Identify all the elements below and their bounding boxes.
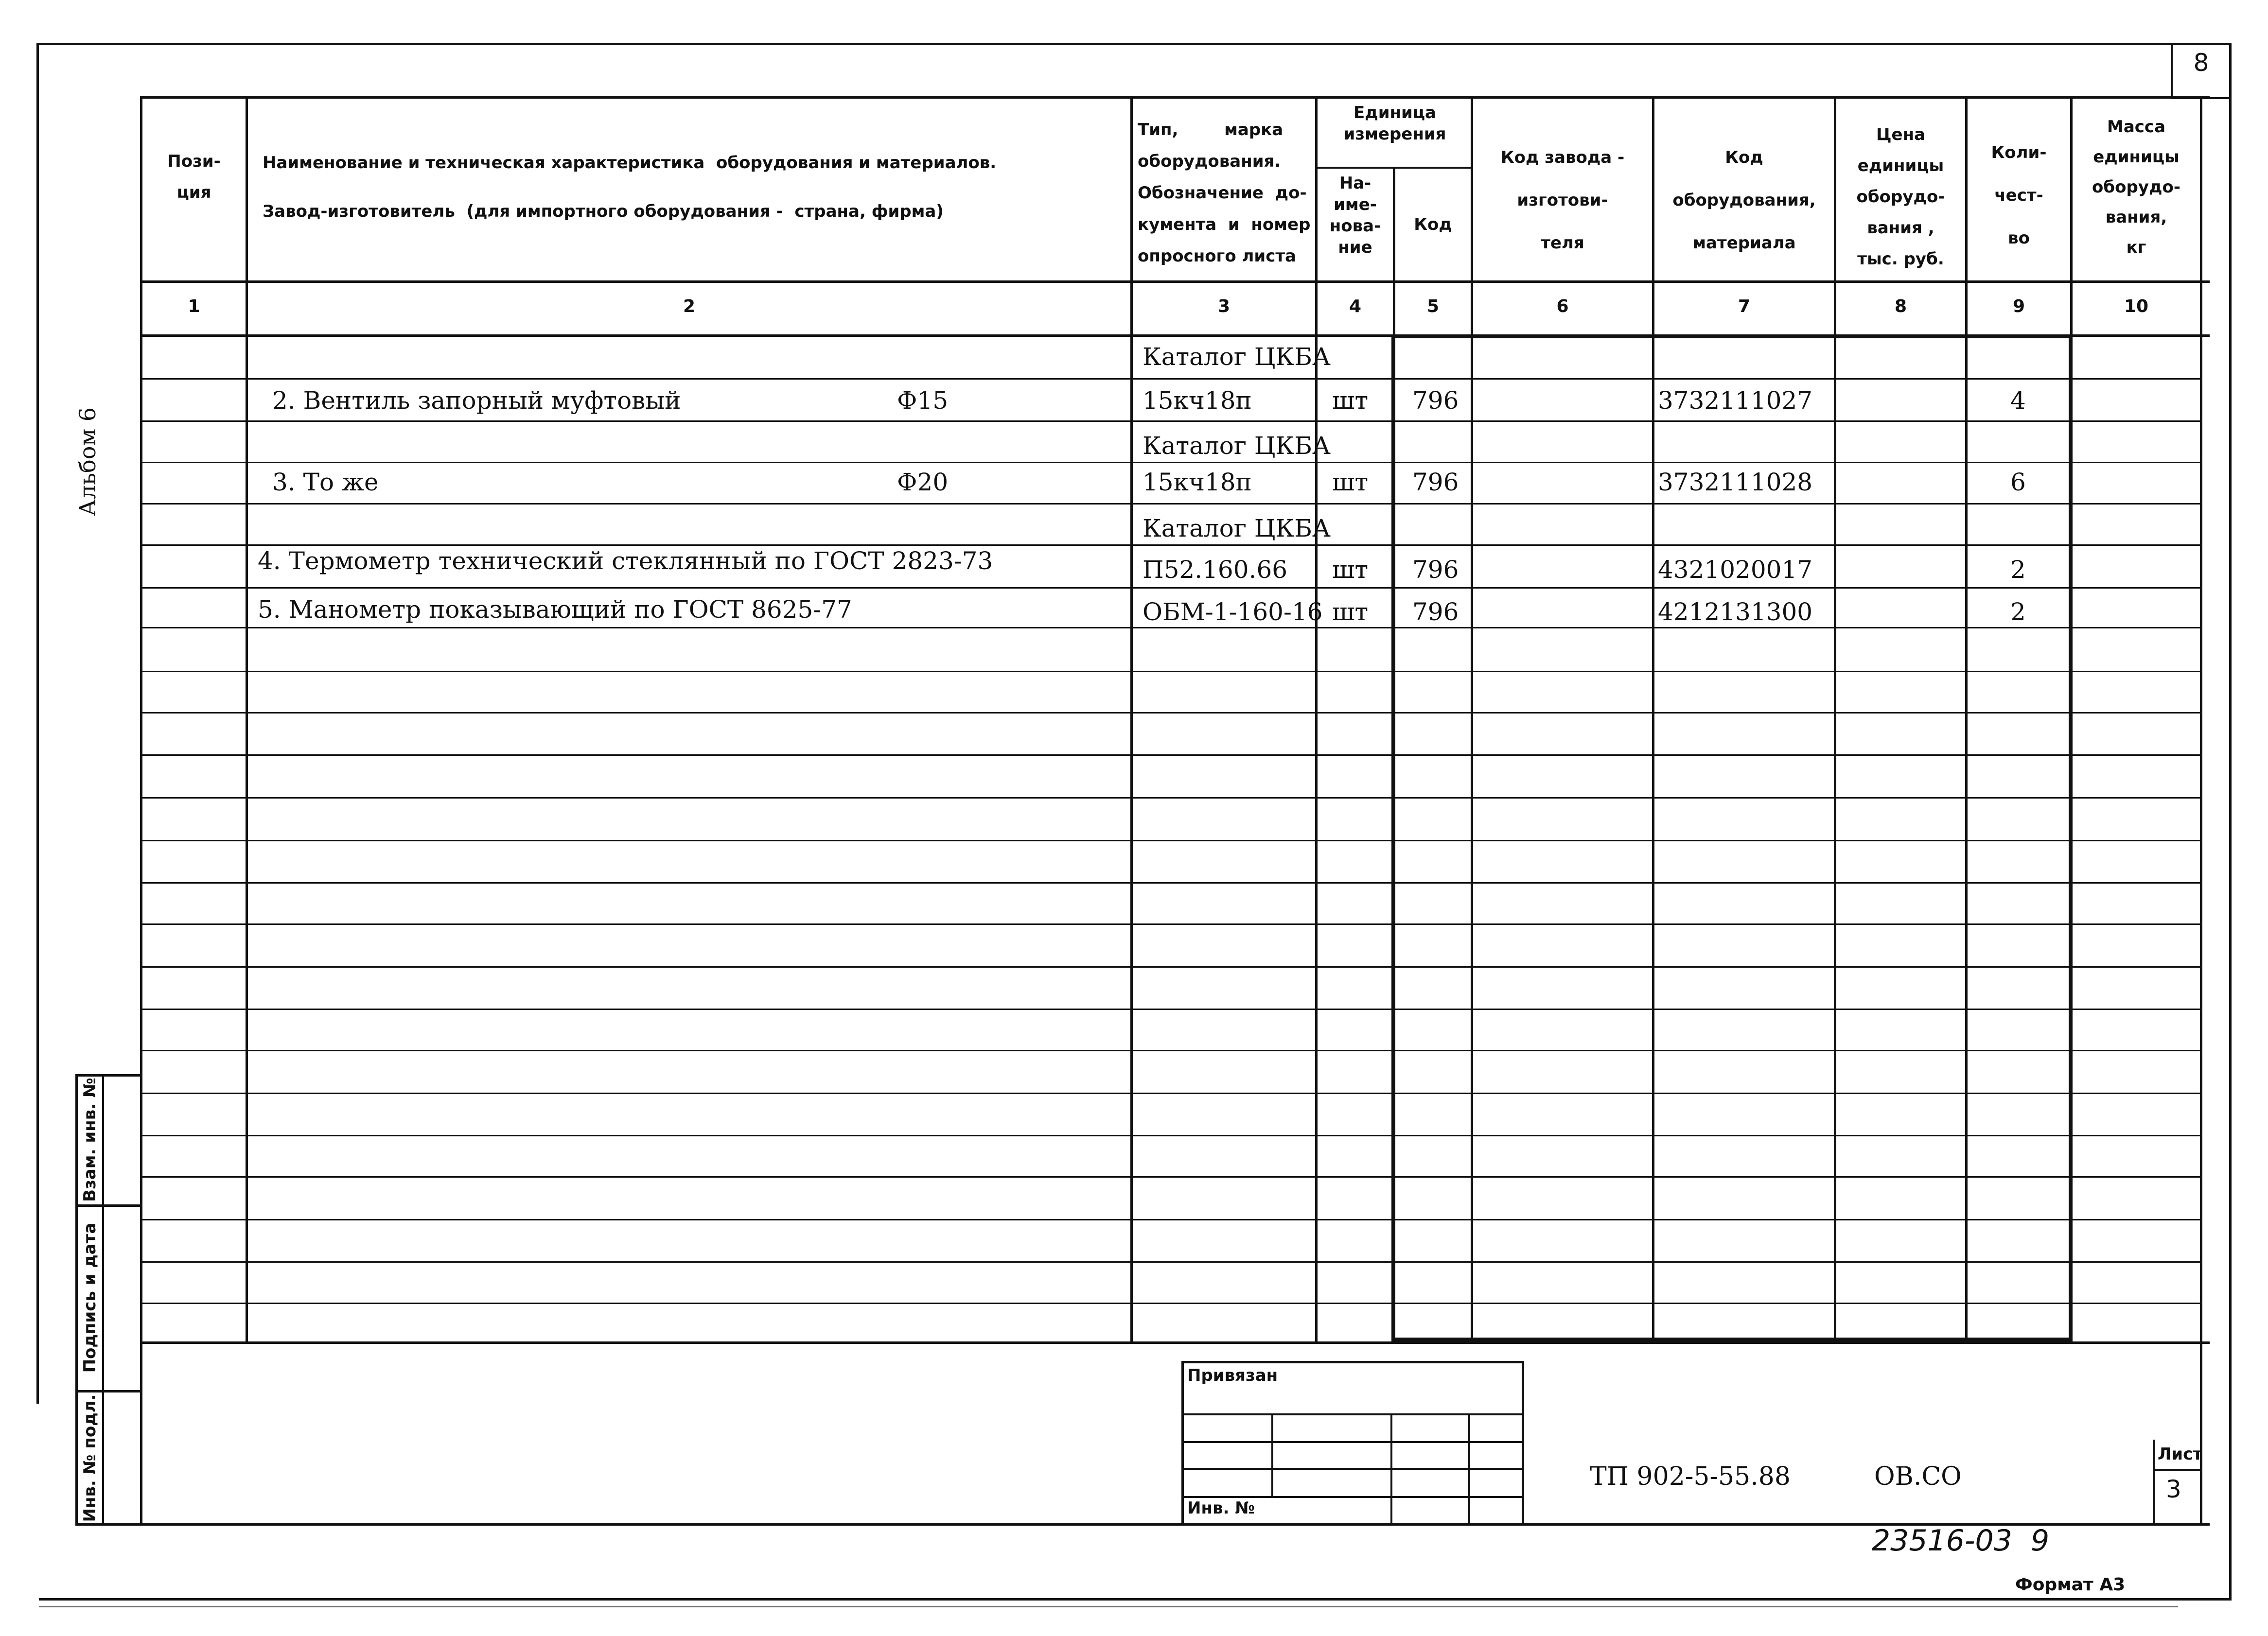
col-line-8 — [1965, 96, 1968, 1344]
table-row-line — [141, 378, 2202, 380]
margin-inv-podl-label: Инв. № подл. — [80, 1394, 100, 1522]
col-line-5 — [1471, 96, 1473, 1344]
table-row-line — [141, 462, 2202, 463]
table-row-line — [141, 840, 2202, 841]
table-row-line — [141, 923, 2202, 925]
outer-frame-right — [2229, 43, 2232, 1601]
table-row-line — [141, 544, 2202, 546]
row-6-type: ОБМ-1-160-16 — [1143, 598, 1323, 626]
row-6-unit: шт — [1332, 598, 1369, 626]
row-6-name: 5. Манометр показывающий по ГОСТ 8625-77 — [258, 595, 852, 624]
header-maker-code: Код завода - изготови- теля — [1500, 148, 1625, 253]
heavy-box-top — [1391, 334, 2072, 338]
table-row-line — [141, 587, 2202, 589]
header-mass: Масса единицы оборудо- вания, кг — [2092, 117, 2180, 257]
stamp-col-2 — [1390, 1413, 1392, 1524]
row-1-name: 2. Вентиль запорный муфтовый — [272, 386, 681, 415]
row-1-unit: шт — [1332, 386, 1369, 415]
margin-box-mid — [102, 1074, 104, 1525]
row-1-code: 3732111027 — [1658, 386, 1813, 415]
table-row-line — [141, 1261, 2202, 1263]
col-line-1 — [246, 96, 248, 1344]
table-top-line — [141, 96, 2210, 99]
outer-frame-top — [36, 43, 2232, 45]
colnum-2: 2 — [683, 296, 696, 316]
table-row-line — [141, 754, 2202, 756]
stamp-line-1 — [1181, 1413, 1524, 1415]
row-3-unit: шт — [1332, 468, 1369, 496]
margin-box-left — [75, 1074, 78, 1525]
lsheet-box-left — [2153, 1440, 2155, 1525]
colnum-3: 3 — [1217, 296, 1231, 316]
row-1-type: 15кч18п — [1143, 386, 1252, 415]
row-5-unit: шт — [1332, 556, 1369, 584]
row-6-unit-code: 796 — [1412, 598, 1459, 626]
table-row-line — [141, 503, 2202, 505]
col-line-3 — [1315, 96, 1318, 1344]
table-row-line — [141, 420, 2202, 422]
colnum-6: 6 — [1556, 296, 1569, 316]
stamp-col-1 — [1271, 1413, 1273, 1497]
row-3-unit-code: 796 — [1412, 468, 1459, 496]
header-type: Тип, марка оборудования. Обозначение до- кумента и номер опросного листа — [1138, 120, 1311, 266]
colnum-5: 5 — [1426, 296, 1440, 316]
stamp-line-2 — [1181, 1441, 1524, 1443]
row-1-unit-code: 796 — [1412, 386, 1459, 415]
stamp-line-4 — [1181, 1496, 1524, 1498]
stamp-inv-no: Инв. № — [1187, 1498, 1255, 1518]
album-label: Альбом 6 — [74, 407, 101, 517]
header-position: Пози- ция — [167, 152, 221, 202]
table-row-line — [141, 1050, 2202, 1051]
margin-vzam-label: Взам. инв. № — [80, 1078, 100, 1202]
header-unit-name: На- име- нова- ние — [1329, 174, 1381, 257]
row-1-qty: 4 — [2010, 386, 2026, 415]
sheet-value: 3 — [2166, 1475, 2181, 1503]
margin-box-top — [75, 1074, 142, 1077]
row-5-qty: 2 — [2010, 556, 2026, 584]
margin-split-2 — [75, 1390, 142, 1392]
table-row-line — [141, 882, 2202, 884]
heavy-box-left — [1391, 334, 1395, 1340]
row-5-unit-code: 796 — [1412, 556, 1459, 584]
row-6-qty: 2 — [2010, 598, 2026, 626]
col-line-2 — [1130, 96, 1133, 1344]
colnum-10: 10 — [2124, 296, 2149, 316]
format-label: Формат А3 — [2015, 1575, 2126, 1595]
outer-frame-bottom — [39, 1598, 2232, 1601]
bottom-trim-line — [39, 1606, 2178, 1607]
header-name: Наименование и техническая характеристика оборудования и материалов. Завод-изготовитель (для импортного оборудования - страна, фирма) — [263, 153, 997, 221]
row-2-type: Каталог ЦКБА — [1143, 432, 1331, 460]
table-row-line — [141, 1219, 2202, 1220]
row-3-name: 3. То же — [272, 468, 379, 496]
heavy-box-right — [2069, 334, 2073, 1340]
colnum-4: 4 — [1349, 296, 1362, 316]
stamp-privyazan: Привязан — [1187, 1366, 1278, 1385]
stamp-col-3 — [1468, 1413, 1470, 1524]
table-row-line — [141, 797, 2202, 799]
sheet-label: Лист — [2158, 1445, 2202, 1464]
outer-frame-left — [36, 43, 39, 1404]
heavy-box-bottom — [1391, 1338, 2072, 1341]
header-unit-code: Код — [1414, 215, 1452, 234]
stamp-top — [1181, 1361, 1524, 1363]
handwritten-number: 23516-03 9 — [1872, 1524, 2050, 1558]
table-row-line — [141, 1093, 2202, 1094]
table-body-bottom-line — [141, 1341, 2210, 1344]
table-row-line — [141, 671, 2202, 672]
sheet-number-top: 8 — [2193, 49, 2209, 77]
row-3-qty: 6 — [2010, 468, 2026, 496]
table-row-line — [141, 966, 2202, 968]
colnum-9: 9 — [2012, 296, 2025, 316]
document-mark: ОВ.СО — [1874, 1462, 1962, 1491]
row-5-name: 4. Термометр технический стеклянный по ГОСТ 2823-73 — [258, 547, 993, 575]
header-equipment-code: Код оборудования, материала — [1672, 148, 1816, 253]
row-3-size: Ф20 — [897, 468, 949, 496]
header-unit-group: Единица измерения — [1343, 103, 1446, 144]
table-row-line — [141, 1176, 2202, 1178]
stamp-line-3 — [1181, 1468, 1524, 1470]
header-bottom-line — [141, 280, 2210, 283]
table-row-line — [141, 1135, 2202, 1136]
row-3-code: 3732111028 — [1658, 468, 1813, 496]
colnum-1: 1 — [188, 296, 200, 316]
header-price: Цена единицы оборудо- вания , тыс. руб. — [1856, 125, 1945, 269]
col-line-7 — [1834, 96, 1836, 1344]
colnum-8: 8 — [1894, 296, 1907, 316]
row-5-type: П52.160.66 — [1143, 556, 1288, 584]
colnum-7: 7 — [1738, 296, 1751, 316]
header-quantity: Коли- чест- во — [1991, 143, 2047, 248]
lsheet-box-mid — [2153, 1469, 2201, 1471]
unit-split-line — [1318, 167, 1473, 169]
table-row-line — [141, 1009, 2202, 1010]
row-1-size: Ф15 — [897, 386, 949, 415]
row-6-code: 4212131300 — [1658, 598, 1813, 626]
row-5-code: 4321020017 — [1658, 556, 1813, 584]
row-3-type: 15кч18п — [1143, 468, 1252, 496]
document-code: ТП 902-5-55.88 — [1590, 1462, 1791, 1491]
table-row-line — [141, 712, 2202, 714]
row-4-type: Каталог ЦКБА — [1143, 514, 1331, 542]
col-line-6 — [1652, 96, 1654, 1344]
row-0-type: Каталог ЦКБА — [1143, 343, 1331, 371]
col-line-right — [2200, 96, 2202, 1525]
table-row-line — [141, 1303, 2202, 1304]
margin-split-1 — [75, 1204, 142, 1207]
table-row-line — [141, 627, 2202, 628]
margin-podpis-label: Подпись и дата — [80, 1222, 100, 1373]
